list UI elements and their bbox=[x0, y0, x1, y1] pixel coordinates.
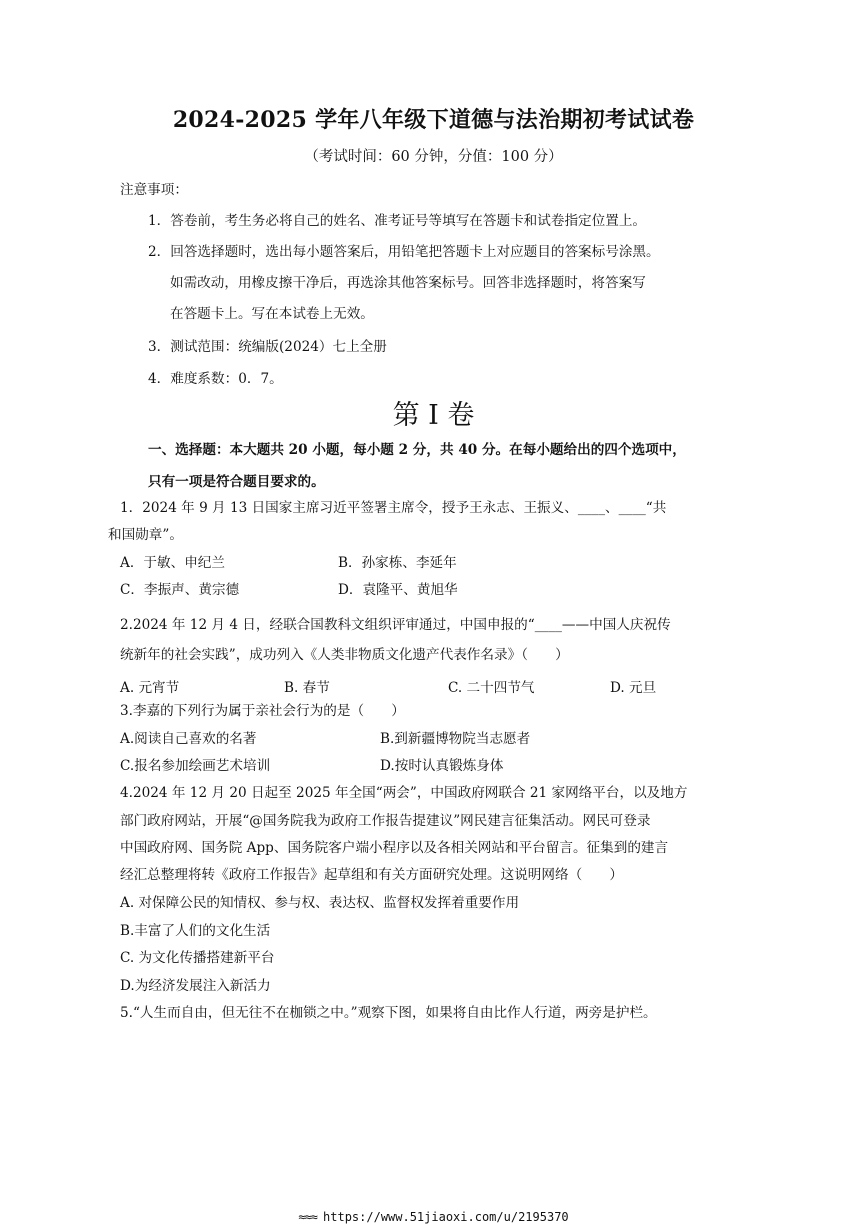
question-2-stem-line-2: 统新年的社会实践”，成功列入《人类非物质文化遗产代表作名录》（ ） bbox=[120, 647, 569, 663]
exam-subtitle: （考试时间：60 分钟，分值：100 分） bbox=[304, 149, 563, 165]
question-4-option-c: C. 为文化传播搭建新平台 bbox=[120, 950, 275, 966]
footer-url-link[interactable]: https://www.51jiaoxi.com/u/2195370 bbox=[323, 1210, 569, 1224]
question-1-option-a: A．于敏、申纪兰 bbox=[120, 555, 225, 571]
question-1-option-c: C．李振声、黄宗德 bbox=[120, 582, 240, 598]
notes-item-2-line-2: 如需改动，用橡皮擦干净后，再选涂其他答案标号。回答非选择题时，将答案写 bbox=[170, 275, 646, 291]
question-1-option-d: D．袁隆平、黄旭华 bbox=[338, 582, 458, 598]
exam-title: 2024-2025 学年八年级下道德与法治期初考试试卷 bbox=[172, 107, 695, 133]
question-4-stem-line-3: 中国政府网、国务院 App、国务院客户端小程序以及各相关网站和平台留言。征集到的建言 bbox=[120, 840, 669, 856]
question-1-option-b: B．孙家栋、李延年 bbox=[338, 555, 457, 571]
notes-heading: 注意事项： bbox=[120, 182, 188, 198]
question-4-stem-line-1: 4.2024 年 12 月 20 日起至 2025 年全国“两会”，中国政府网联合 21 家网络平台，以及地方 bbox=[120, 785, 688, 801]
question-2-stem-line-1: 2.2024 年 12 月 4 日，经联合国教科文组织评审通过，中国申报的“____——中国人庆祝传 bbox=[120, 617, 671, 633]
question-2-option-a: A. 元宵节 bbox=[120, 680, 180, 696]
footer-watermark bbox=[0, 1210, 867, 1224]
question-4-stem-line-2: 部门政府网站，开展“@国务院我为政府工作报告提建议”网民建言征集活动。网民可登录 bbox=[120, 813, 651, 829]
question-2-option-c: C. 二十四节气 bbox=[448, 680, 535, 696]
question-4-stem-line-4: 经汇总整理将转《政府工作报告》起草组和有关方面研究处理。这说明网络（ ） bbox=[120, 867, 623, 883]
question-4-option-a: A. 对保障公民的知情权、参与权、表达权、监督权发挥着重要作用 bbox=[120, 895, 520, 911]
question-3-option-d: D.按时认真锻炼身体 bbox=[380, 758, 504, 774]
notes-item-1: 1．答卷前，考生务必将自己的姓名、准考证号等填写在答题卡和试卷指定位置上。 bbox=[148, 213, 647, 229]
notes-item-3: 3．测试范围：统编版(2024）七上全册 bbox=[148, 339, 387, 355]
question-3-option-b: B.到新疆博物院当志愿者 bbox=[380, 731, 531, 747]
question-4-option-d: D.为经济发展注入新活力 bbox=[120, 978, 271, 994]
section-1-line-2: 只有一项是符合题目要求的。 bbox=[148, 474, 325, 490]
question-1-stem-line-1: 1．2024 年 9 月 13 日国家主席习近平签署主席令，授予王永志、王振义、____、____“共 bbox=[120, 500, 667, 516]
question-5-stem-line-1: 5.“人生而自由，但无往不在枷锁之中。”观察下图，如果将自由比作人行道，两旁是护栏。 bbox=[120, 1005, 657, 1021]
question-1-stem-line-2: 和国勋章”。 bbox=[108, 527, 183, 543]
notes-item-2-line-3: 在答题卡上。写在本试卷上无效。 bbox=[170, 306, 374, 322]
question-3-option-a: A.阅读自己喜欢的名著 bbox=[120, 731, 257, 747]
notes-item-4: 4．难度系数：0．7。 bbox=[148, 371, 283, 387]
question-2-option-b: B. 春节 bbox=[284, 680, 330, 696]
question-2-option-d: D. 元旦 bbox=[610, 680, 657, 696]
question-3-option-c: C.报名参加绘画艺术培训 bbox=[120, 758, 271, 774]
footer-prefix: ≈≈≈ bbox=[298, 1210, 318, 1224]
section-1-line-1: 一、选择题：本大题共 20 小题，每小题 2 分，共 40 分。在每小题给出的四个选项中， bbox=[148, 442, 686, 458]
volume-title: 第 I 卷 bbox=[392, 400, 475, 431]
question-4-option-b: B.丰富了人们的文化生活 bbox=[120, 923, 271, 939]
notes-item-2-line-1: 2．回答选择题时，选出每小题答案后，用铅笔把答题卡上对应题目的答案标号涂黑。 bbox=[148, 244, 660, 260]
question-3-stem: 3.李嘉的下列行为属于亲社会行为的是（ ） bbox=[120, 703, 405, 719]
